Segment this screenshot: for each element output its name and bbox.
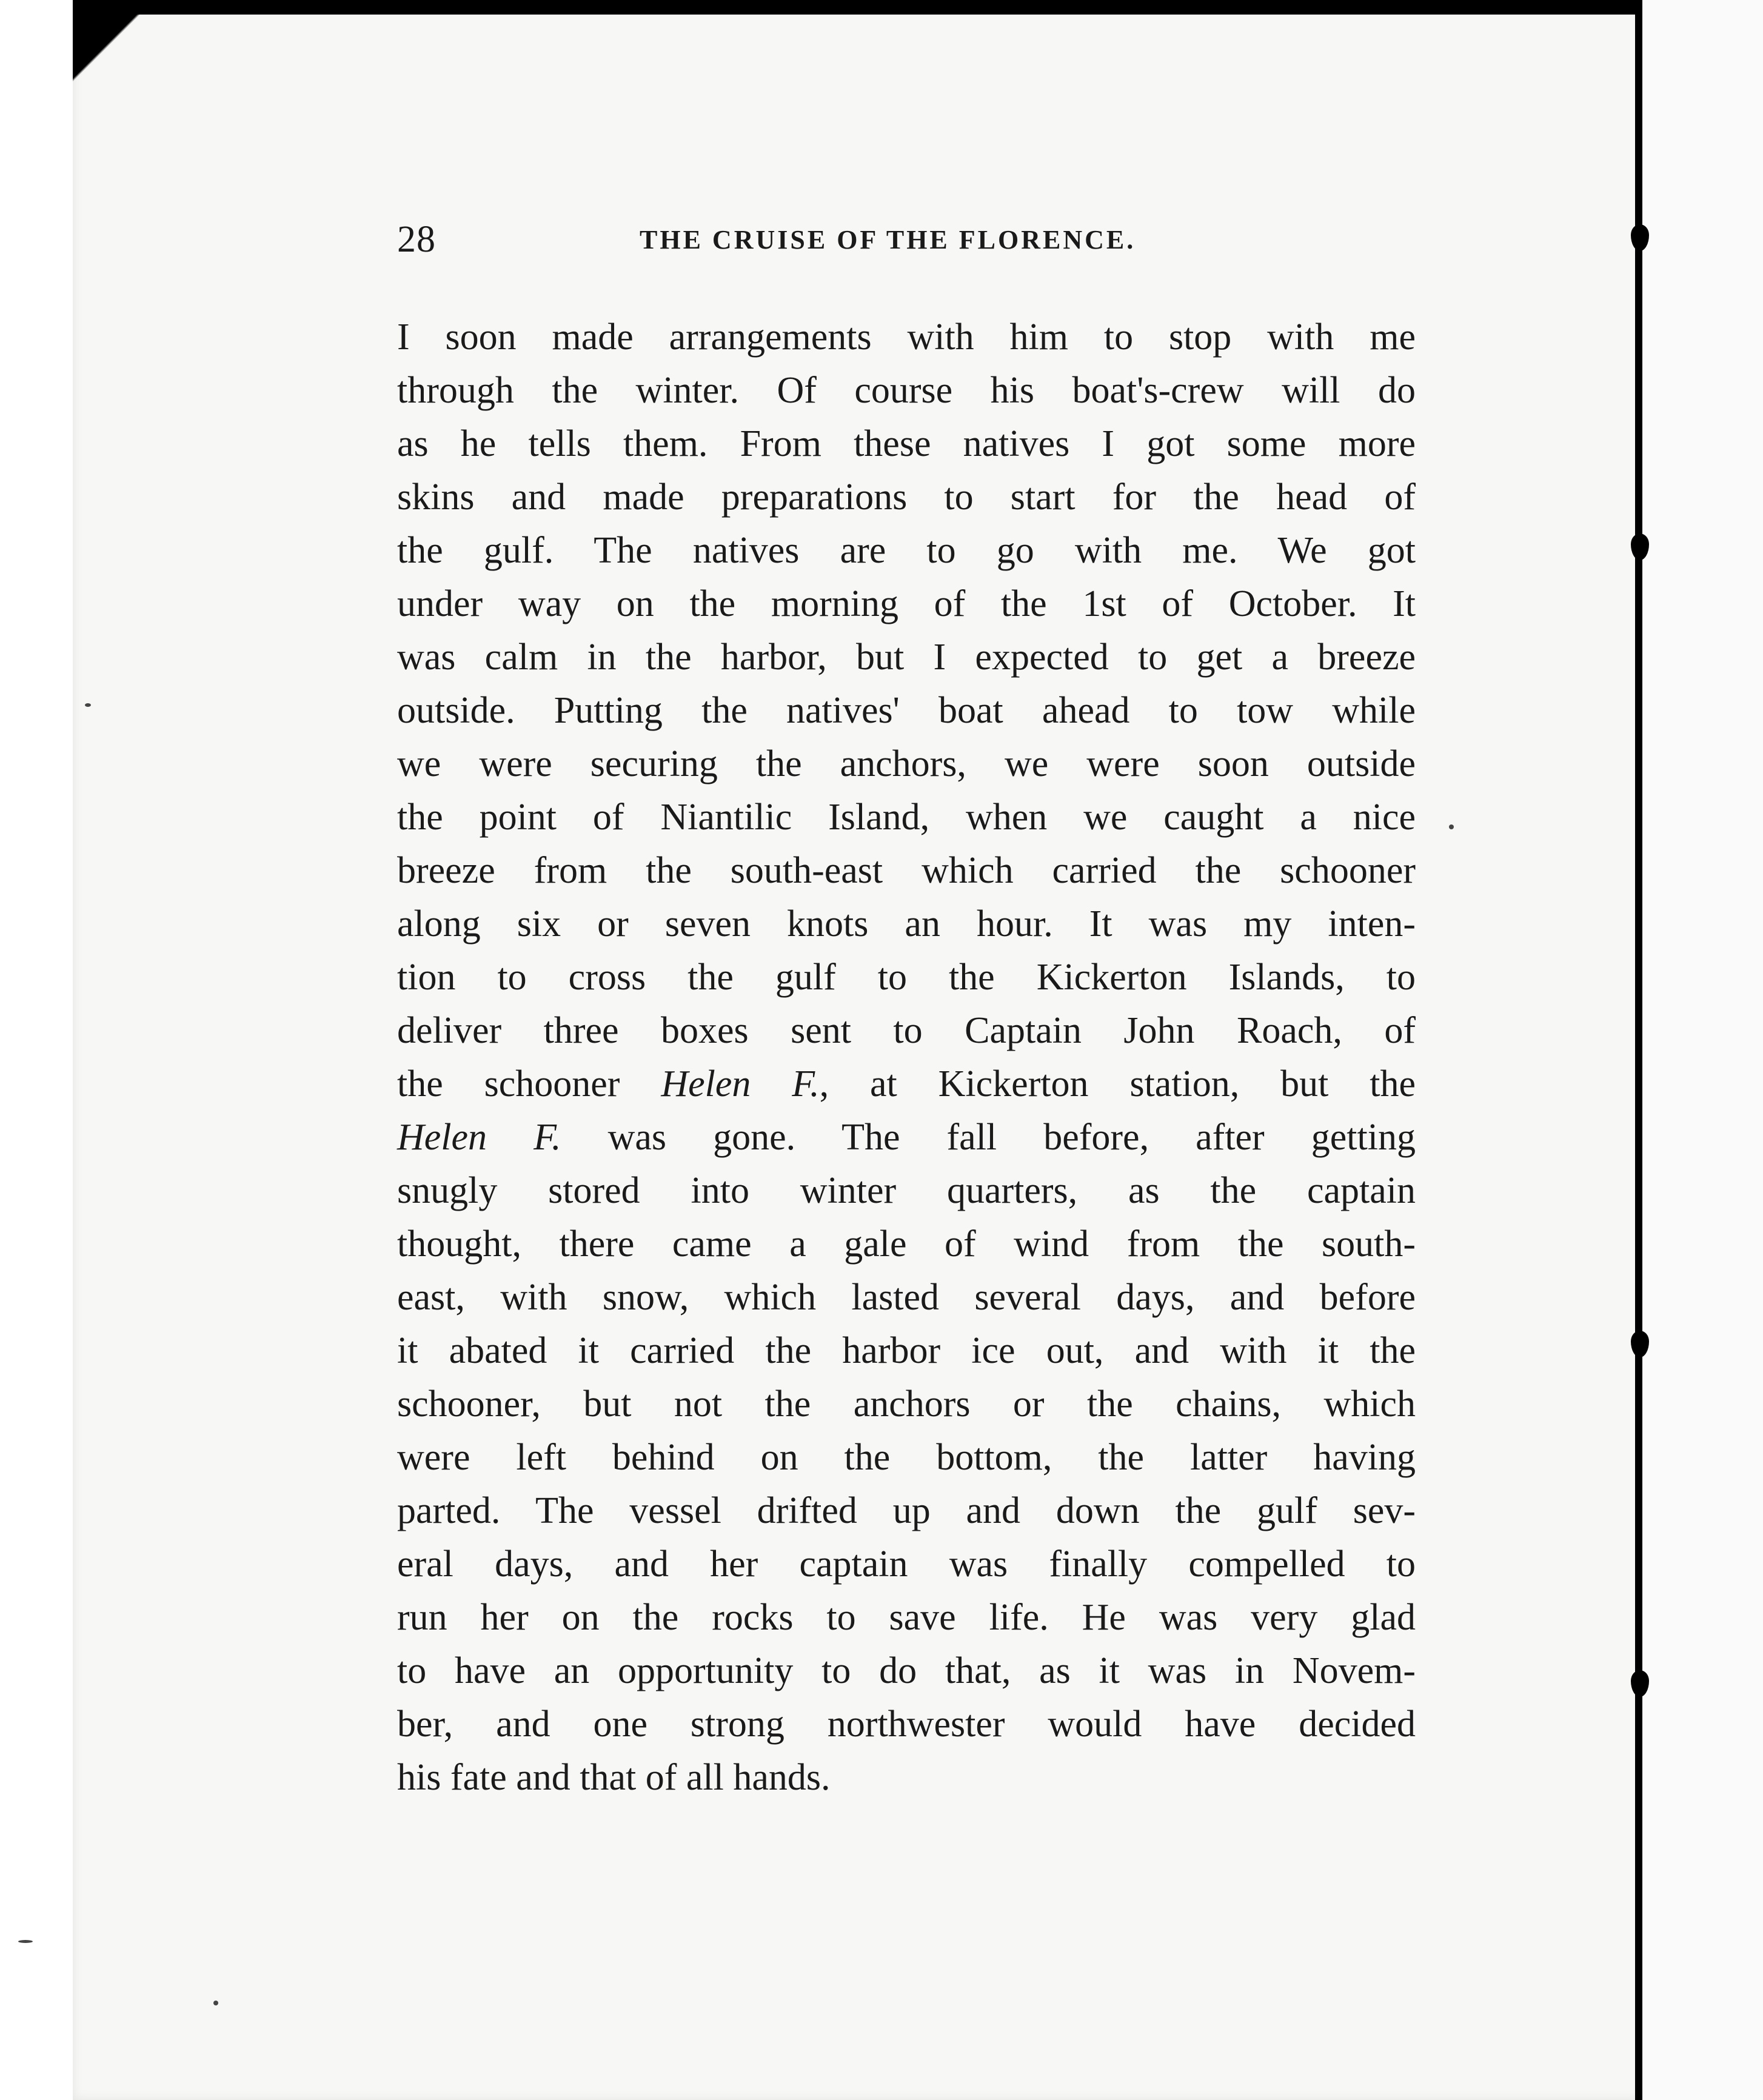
text-line <box>397 1431 1416 1484</box>
text-segment: the schooner <box>397 1063 661 1105</box>
text-segment: tion to cross the gulf to the Kickerton Islands, to <box>397 957 1416 998</box>
text-line <box>397 897 1416 951</box>
text-line <box>397 791 1416 844</box>
text-segment: east, with snow, which lasted several days, and before <box>397 1277 1416 1318</box>
scan-speck <box>85 703 91 707</box>
text-line <box>397 1644 1416 1697</box>
text-segment: deliver three boxes sent to Captain John Roach, of <box>397 1010 1416 1051</box>
top-scan-border <box>127 0 1763 15</box>
text-segment: under way on the morning of the 1st of October. It <box>397 583 1416 624</box>
text-line <box>397 1484 1416 1537</box>
text-line <box>397 1164 1416 1217</box>
text-segment: thought, there came a gale of wind from the south- <box>397 1223 1416 1265</box>
text-segment: ber, and one strong northwester would have decided <box>397 1704 1416 1745</box>
text-line <box>397 310 1416 364</box>
scan-speck <box>18 1940 33 1943</box>
text-segment: along six or seven knots an hour. It was my inten- <box>397 903 1416 945</box>
text-line <box>397 737 1416 791</box>
text-segment: his fate and that of all hands. <box>397 1757 831 1798</box>
text-line <box>397 1324 1416 1377</box>
text-segment: snugly stored into winter quarters, as the captain <box>397 1170 1416 1211</box>
text-line <box>397 951 1416 1004</box>
text-line <box>397 1697 1416 1751</box>
text-line <box>397 577 1416 630</box>
text-segment: I soon made arrangements with him to stop with me <box>397 316 1416 358</box>
scan-speck <box>213 2001 218 2005</box>
running-head <box>397 218 1428 267</box>
italic-vessel-name: Helen F. <box>397 1117 561 1158</box>
text-line <box>397 1377 1416 1431</box>
text-line <box>397 524 1416 577</box>
text-segment: skins and made preparations to start for the head of <box>397 477 1416 518</box>
text-segment: parted. The vessel drifted up and down the gulf sev- <box>397 1490 1416 1531</box>
text-segment: schooner, but not the anchors or the chains, which <box>397 1383 1416 1425</box>
text-segment: it abated it carried the harbor ice out, and with it the <box>397 1330 1416 1371</box>
left-scan-margin <box>0 0 73 2100</box>
text-segment: the point of Niantilic Island, when we caught a nice <box>397 797 1416 838</box>
text-segment: breeze from the south-east which carried the schooner <box>397 850 1416 891</box>
text-segment: , at Kickerton station, but the <box>819 1063 1416 1105</box>
text-line <box>397 1271 1416 1324</box>
text-line <box>397 1537 1416 1591</box>
text-segment: were left behind on the bottom, the latter having <box>397 1437 1416 1478</box>
text-line <box>397 1751 1416 1804</box>
text-segment: was gone. The fall before, after getting <box>561 1117 1416 1158</box>
text-segment: through the winter. Of course his boat's-crew will do <box>397 370 1416 411</box>
text-segment: we were securing the anchors, we were soon outside <box>397 743 1416 784</box>
text-segment: run her on the rocks to save life. He was very glad <box>397 1597 1416 1638</box>
text-segment: as he tells them. From these natives I got some more <box>397 423 1416 464</box>
body-text <box>397 310 1416 1804</box>
text-segment: outside. Putting the natives' boat ahead to tow while <box>397 690 1416 731</box>
italic-vessel-name: Helen F. <box>661 1063 820 1105</box>
text-line <box>397 364 1416 417</box>
text-segment: was calm in the harbor, but I expected to get a breeze <box>397 637 1416 678</box>
gutter-edge <box>1635 0 1642 2100</box>
text-line <box>397 417 1416 470</box>
page-corner-shadow <box>73 0 139 97</box>
text-line <box>397 1111 1416 1164</box>
text-segment: eral days, and her captain was finally compelled to <box>397 1543 1416 1585</box>
text-segment: the gulf. The natives are to go with me. We got <box>397 530 1416 571</box>
text-line <box>397 1217 1416 1271</box>
scan-speck <box>1449 824 1454 829</box>
running-title: THE CRUISE OF THE FLORENCE. <box>640 225 1136 255</box>
text-line <box>397 1057 1416 1111</box>
text-line <box>397 684 1416 737</box>
text-line <box>397 470 1416 524</box>
text-line <box>397 844 1416 897</box>
text-line <box>397 1004 1416 1057</box>
text-line <box>397 630 1416 684</box>
page-number: 28 <box>397 219 436 260</box>
right-scan-margin <box>1642 0 1763 2100</box>
text-segment: to have an opportunity to do that, as it was in Novem- <box>397 1650 1416 1691</box>
text-line <box>397 1591 1416 1644</box>
